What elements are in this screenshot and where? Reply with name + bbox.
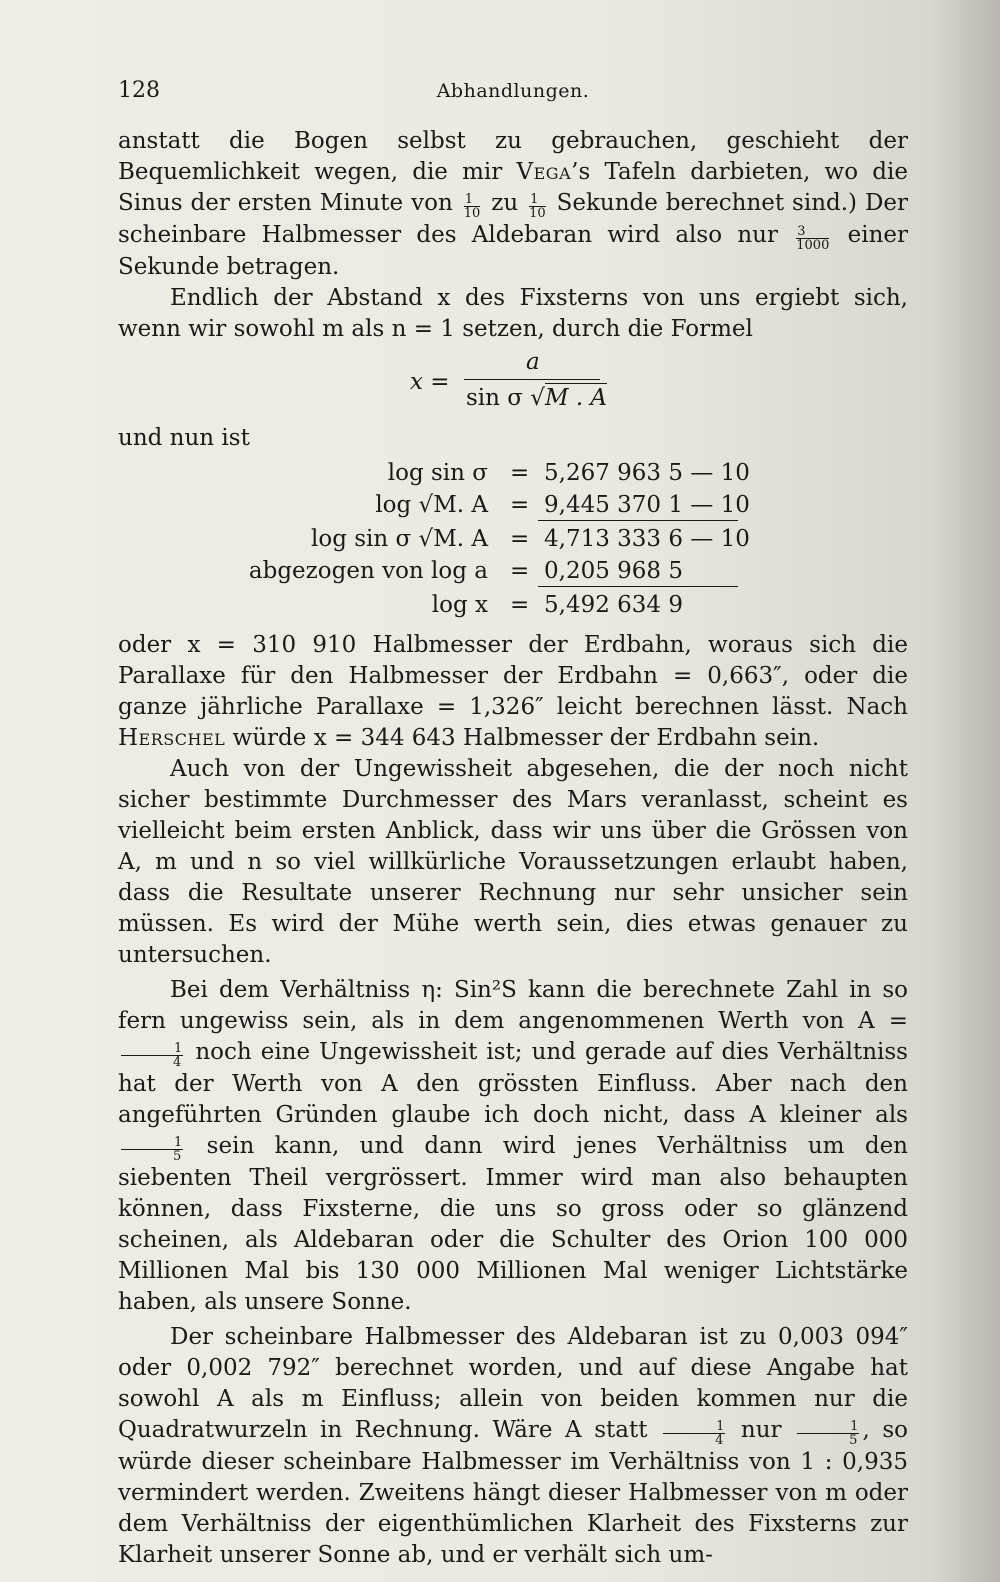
log-row: log x = 5,492 634 9 [431, 592, 683, 618]
paragraph-4: Auch von der Ungewissheit abgesehen, die der noch nicht sicher bestimmte Durchmesser des Mars veranlasst, scheint es vielleicht beim ersten Anblick, dass wir uns über die Grössen von A, m und n so viel willkürliche Voraussetzungen erlaubt haben, dass die Resultate unserer Rechnung nur sehr unsicher sein müssen. Es wird der Mühe werth sein, dies etwas genauer zu untersuchen. [118, 756, 908, 968]
paragraph-6: Der scheinbare Halbmesser des Aldebaran ist zu 0,003 094″ oder 0,002 792″ berechnet worden, und auf diese Angabe hat sowohl A als m Einfluss; allein von beiden kommen nur die Quadratwurzeln in Rechnung. Wäre A statt $\frac{1}{4}$ nur $\frac{1}{5}$ , so würde dieser scheinbare Halbmesser im Verhältniss von 1 : 0,935 vermindert werden. Zweitens hängt dieser Halbmesser von m oder dem Verhältniss der eigenthümlichen Klarheit des Fixsterns zur Klarheit unserer Sonne ab, und er verhält sich um- [118, 1324, 908, 1568]
running-title: Abhandlungen. [436, 80, 590, 102]
log-row: abgezogen von log a = 0,205 968 5 [248, 558, 683, 584]
distance-formula [118, 349, 908, 421]
formula-numerator: a [526, 349, 540, 375]
log-row: log sin σ = 5,267 963 5 — 10 [387, 460, 750, 486]
formula-denominator: sin σ √M . A [466, 385, 608, 411]
difference-rule [538, 586, 738, 587]
log-row: log √M. A = 9,445 370 1 — 10 [375, 492, 750, 518]
fraction: $\frac{1}{4}$ [663, 1420, 725, 1447]
fraction-bar [464, 379, 600, 380]
sum-rule [538, 520, 738, 521]
paragraph-2: Endlich der Abstand x des Fixsterns von uns ergiebt sich, wenn wir sowohl m als n = 1 setzen, durch die Formel [118, 285, 908, 342]
author-name-herschel: Herschel [118, 725, 226, 751]
paragraph-5: Bei dem Verhältniss η: Sin²S kann die berechnete Zahl in so fern ungewiss sein, als in dem angenommenen Werth von A = $\frac{1}{4}$ noch eine Ungewissheit ist; und gerade auf dies Verhältniss hat der Werth von A den grössten Einfluss. Aber nach den angeführten Gründen glaube ich doch nicht, dass A kleiner als $\frac{1}{5}$ sein kann, und dann wird jenes Verhältniss um den siebenten Theil vergrössert. Immer wird man also behaupten können, dass Fixsterne, die uns so gross oder so glänzend scheinen, als Aldebaran oder die Schulter des Orion 100 000 Millionen Mal bis 130 000 Millionen Mal weniger Lichtstärke haben, als unsere Sonne. [118, 977, 908, 1315]
log-computation-table [118, 458, 908, 626]
fraction: $\frac{1}{10}$ [463, 192, 481, 221]
paragraph-3: oder x = 310 910 Halbmesser der Erdbahn, woraus sich die Parallaxe für den Halbmesser der Erdbahn = 0,663″, oder die ganze jährliche Parallaxe = 1,326″ leicht berechnen lässt. Nach Herschel würde x = 344 643 Halbmesser der Erdbahn sein. [118, 632, 908, 751]
page-body [118, 126, 908, 1571]
fraction: $\frac{1}{5}$ [797, 1420, 859, 1447]
fraction: $\frac{3}{1000}$ [796, 224, 830, 253]
fraction: $\frac{1}{10}$ [529, 192, 546, 221]
und-nun-ist: und nun ist [118, 425, 250, 451]
fraction: $\frac{1}{4}$ [121, 1042, 183, 1069]
fraction: $\frac{1}{5}$ [121, 1136, 183, 1163]
page-header [118, 78, 908, 108]
page-number: 128 [118, 78, 160, 103]
formula-lhs: x = [410, 369, 450, 395]
paragraph-1: anstatt die Bogen selbst zu gebrauchen, geschieht der Bequemlichkeit wegen, die mir Vega’s Tafeln darbieten, wo die Sinus der ersten Minute von $\frac{1}{10}$ zu $\frac{1}{10}$ Sekunde berechnet sind.) Der scheinbare Halbmesser des Aldebaran wird also nur $\frac{3}{1000}$ einer Sekunde betragen. [118, 128, 909, 280]
author-name-vega: Vega [516, 159, 572, 185]
log-row: log sin σ √M. A = 4,713 333 6 — 10 [311, 526, 750, 552]
